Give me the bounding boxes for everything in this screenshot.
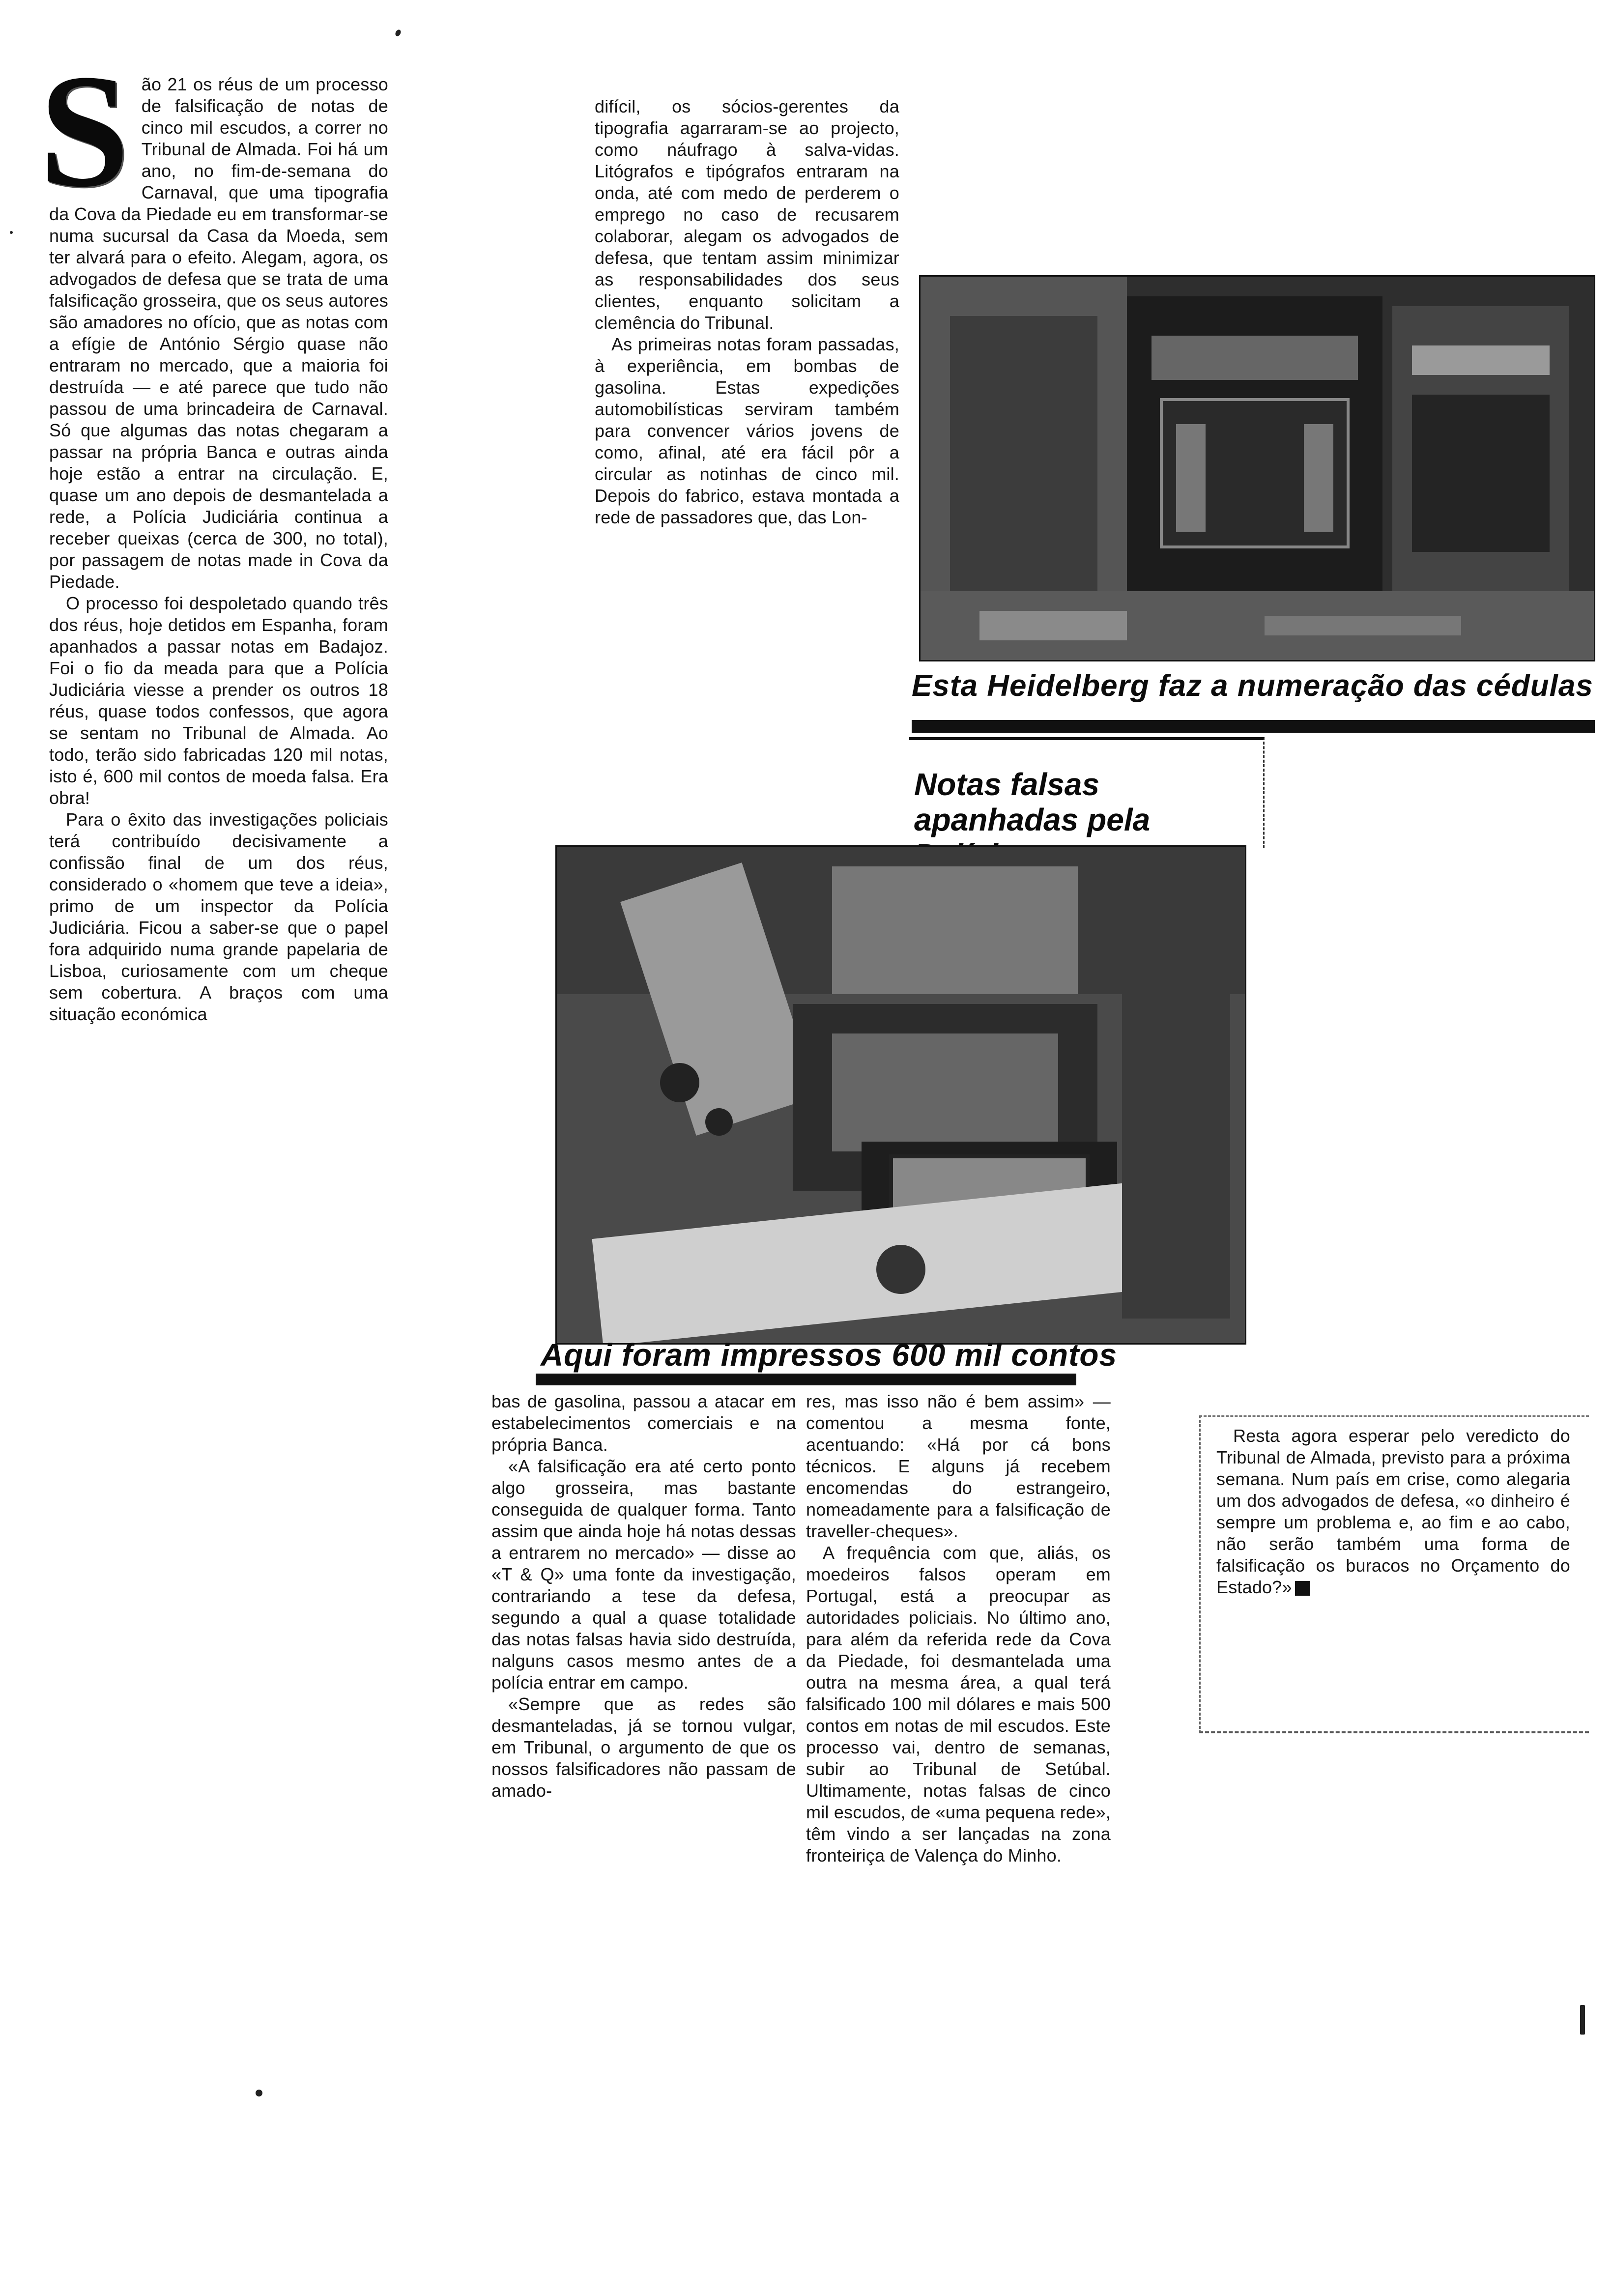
scan-speck xyxy=(256,2090,262,2096)
article-paragraph: ão 21 os réus de um processo de falsificação de notas de cinco mil escudos, a correr no Tribunal de Almada. Foi há um ano, no fim-de-semana do Carnaval, que uma tipografia da Cova da Piedade eu em transformar-se numa sucursal da Casa da Moeda, sem ter alvará para o efeito. Alegam, agora, os advogados de defesa que se trata de uma falsificação grosseira, que os seus autores são amadores no ofício, que as notas com a efígie de António Sérgio quase não entraram no mercado, que a maioria foi destruída — e até parece que tudo não passou de uma brincadeira de Carnaval. Só que algumas das notas chegaram a passar na própria Banca e outras ainda hoje estão a entrar na circulação. E, quase um ano depois de desmantelada a rede, a Polícia Judiciária continua a receber queixas (cerca de 300, no total), por passagem de notas made in Cova da Piedade. xyxy=(49,74,388,592)
heidelberg-machine-photo xyxy=(919,275,1595,661)
drop-cap: S xyxy=(39,41,130,221)
conclusion-text: Resta agora esperar pelo veredicto do Tribunal de Almada, previsto para a próxima semana. Num país em crise, como alegaria um dos advogados de defesa, «o dinheiro é sempre um problema e, ao fim e ao cabo, não serão também uma forma de falsificação os buracos no Orçamento do Estado?» xyxy=(1216,1426,1570,1597)
end-of-article-mark xyxy=(1295,1581,1310,1596)
article-paragraph: O processo foi despoletado quando três dos réus, hoje detidos em Espanha, foram apanhados a passar notas em Badajoz. Foi o fio da meada para que a Polícia Judiciária viesse a prender os outros 18 réus, quase todos confessos, que agora se sentam no Tribunal de Almada. Ao todo, terão sido fabricadas 120 mil notas, isto é, 600 mil contos de moeda falsa. Era obra! xyxy=(49,593,388,808)
article-paragraph: A frequência com que, aliás, os moedeiros falsos operam em Portugal, está a preocupar as autoridades policiais. No último ano, para além da referida rede da Cova da Piedade, foi desmantelada uma outra na mesma área, a qual terá falsificado 100 mil dólares e mais 500 contos em notas de mil escudos. Este processo vai, dentro de semanas, subir ao Tribunal de Setúbal. Ultimamente, notas falsas de cinco mil escudos, de «uma pequena rede», têm vindo a ser lançadas na zona fronteiriça de Valença do Minho. xyxy=(806,1543,1111,1866)
article-paragraph: bas de gasolina, passou a atacar em estabelecimentos comerciais e na própria Banca. xyxy=(491,1391,796,1455)
article-column-5 xyxy=(1216,1425,1570,1598)
article-paragraph: difícil, os sócios-gerentes da tipografia agarraram-se ao projecto, como náufrago à salva-vidas. Litógrafos e tipógrafos entraram na onda, até com medo de perderem o emprego no caso de recusarem colaborar, alegam os advogados de defesa, que tentam assim minimizar as responsabilidades dos seus clientes, enquanto solicitam a clemência do Tribunal. xyxy=(595,96,899,333)
caption-rule xyxy=(536,1374,1076,1385)
article-column-1 xyxy=(39,41,388,1025)
printing-press-photo xyxy=(555,845,1246,1345)
article-paragraph: res, mas isso não é bem assim» — comentou a mesma fonte, acentuando: «Há por cá bons técnicos. E alguns já recebem encomendas do estrangeiro, nomeadamente para a falsificação de traveller-cheques». xyxy=(806,1391,1111,1541)
article-paragraph: «A falsificação era até certo ponto algo grosseira, mas bastante conseguida de qualquer forma. Tanto assim que ainda hoje há notas dessas a entrarem no mercado» — disse ao «T & Q» uma fonte da investigação, contrariando a tese da defesa, segundo a qual a quase totalidade das notas falsas havia sido destruída, nalguns casos mesmo antes de a polícia entrar em campo. xyxy=(491,1456,796,1693)
caption-rule xyxy=(912,720,1595,733)
article-paragraph xyxy=(1216,1425,1570,1598)
article-column-3 xyxy=(491,1391,796,1802)
scan-speck xyxy=(394,29,402,37)
article-paragraph: As primeiras notas foram passadas, à experiência, em bombas de gasolina. Estas expedições automobilísticas serviram também para convencer vários jovens de como, afinal, até era fácil pôr a circular as notinhas de cinco mil. Depois do fabrico, estava montada a rede de passadores que, das Lon- xyxy=(595,334,899,527)
photo2-caption: Aqui foram impressos 600 mil contos xyxy=(541,1337,1118,1373)
article-column-4 xyxy=(806,1391,1111,1866)
article-headline: Notas falsas apanhadas pela xyxy=(914,767,1151,837)
photo1-caption: Esta Heidelberg faz a numeração das cédulas xyxy=(912,669,1593,703)
article-column-2 xyxy=(595,96,899,528)
scan-speck xyxy=(10,231,13,234)
article-paragraph: «Sempre que as redes são desmanteladas, já se tornou vulgar, em Tribunal, o argumento de que os nossos falsificadores não passam de amado- xyxy=(491,1694,796,1801)
article-paragraph: Para o êxito das investigações policiais terá contribuído decisivamente a confissão final de um dos réus, considerado o «homem que teve a ideia», primo de um inspector da Polícia Judiciária. Ficou a saber-se que o papel fora adquirido numa grande papelaria de Lisboa, curiosamente com um cheque sem cobertura. A braços com uma situação económica xyxy=(49,809,388,1024)
scan-speck xyxy=(1580,2005,1585,2035)
